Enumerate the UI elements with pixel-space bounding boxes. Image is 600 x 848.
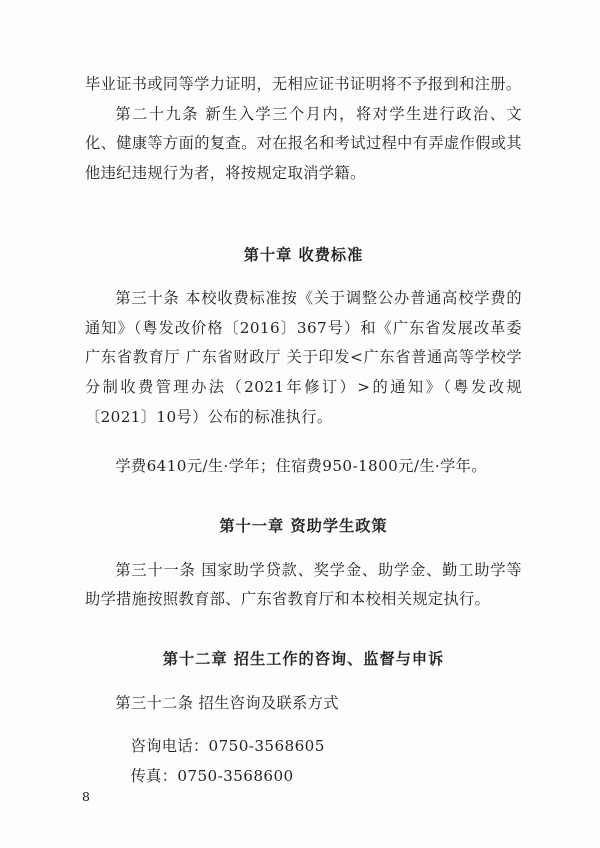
paragraph-fees: 学费6410元/生·学年；住宿费950-1800元/生·学年。 — [115, 457, 487, 476]
page-number: 8 — [82, 789, 90, 804]
contact-fax: 传真：0750-3568600 — [130, 766, 294, 785]
paragraph-article-29: 第二十九条 新生入学三个月内，将对学生进行政治、文化、健康等方面的复查。对在报名和考试过程中有弄虚作假或其他违纪违规行为者，将按规定取消学籍。 — [85, 104, 522, 182]
paragraph-article-31: 第三十一条 国家助学贷款、奖学金、助学金、勤工助学等助学措施按照教育部、广东省教育厅和本校相关规定执行。 — [85, 560, 522, 609]
heading-chapter-10: 第十章 收费标准 — [243, 245, 364, 264]
paragraph-article-32: 第三十二条 招生咨询及联系方式 — [115, 693, 339, 712]
paragraph-continued: 毕业证书或同等学力证明，无相应证书证明将不予报到和注册。 — [85, 75, 522, 93]
document-body — [85, 70, 522, 792]
contact-phone: 咨询电话：0750-3568605 — [130, 737, 325, 756]
heading-chapter-11: 第十一章 资助学生政策 — [219, 517, 388, 536]
paragraph-article-30: 第三十条 本校收费标准按《关于调整公办普通高校学费的通知》（粤发改价格〔2016〕367号）和《广东省发展改革委 广东省教育厅 广东省财政厅 关于印发<广东省普通高等学校学分制收费管理办法（2021年修订）>的通知》（粤发改规〔2021〕10号）公布的标准执行。 — [85, 289, 522, 426]
heading-chapter-12: 第十二章 招生工作的咨询、监督与申诉 — [162, 649, 445, 668]
